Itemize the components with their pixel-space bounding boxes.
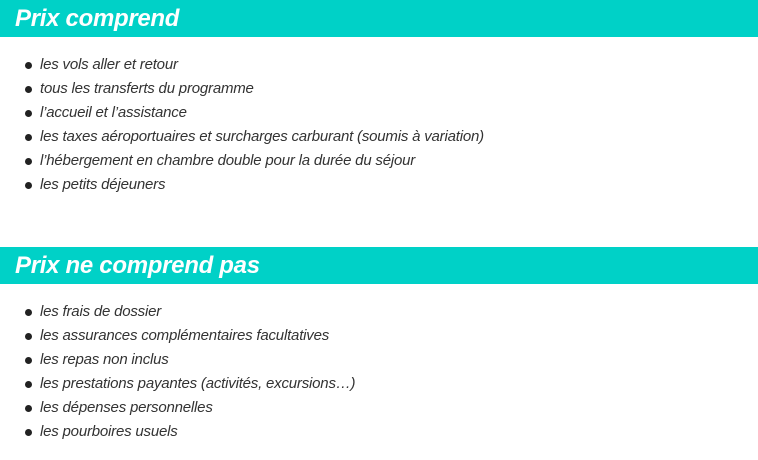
list-item: les petits déjeuners (0, 173, 484, 197)
excluded-list (0, 300, 355, 444)
list-item: l’accueil et l’assistance (0, 101, 484, 125)
list-item: l’hébergement en chambre double pour la durée du séjour (0, 149, 484, 173)
bullet-icon (25, 429, 32, 436)
list-item: tous les transferts du programme (0, 77, 484, 101)
list-item: les vols aller et retour (0, 53, 484, 77)
bullet-icon (25, 86, 32, 93)
bullet-icon (25, 158, 32, 165)
excluded-section-header (0, 247, 758, 284)
bullet-icon (25, 357, 32, 364)
list-item: les frais de dossier (0, 300, 355, 324)
bullet-icon (25, 62, 32, 69)
bullet-icon (25, 182, 32, 189)
bullet-icon (25, 134, 32, 141)
list-item: les repas non inclus (0, 348, 355, 372)
excluded-section-title: Prix ne comprend pas (15, 251, 260, 279)
bullet-icon (25, 405, 32, 412)
list-item: les prestations payantes (activités, excursions…) (0, 372, 355, 396)
list-item: les taxes aéroportuaires et surcharges carburant (soumis à variation) (0, 125, 484, 149)
bullet-icon (25, 110, 32, 117)
bullet-icon (25, 309, 32, 316)
list-item: les dépenses personnelles (0, 396, 355, 420)
list-item: les assurances complémentaires facultatives (0, 324, 355, 348)
included-list (0, 53, 484, 197)
bullet-icon (25, 333, 32, 340)
list-item: les pourboires usuels (0, 420, 355, 444)
included-section-header (0, 0, 758, 37)
included-section-title: Prix comprend (15, 4, 180, 32)
bullet-icon (25, 381, 32, 388)
